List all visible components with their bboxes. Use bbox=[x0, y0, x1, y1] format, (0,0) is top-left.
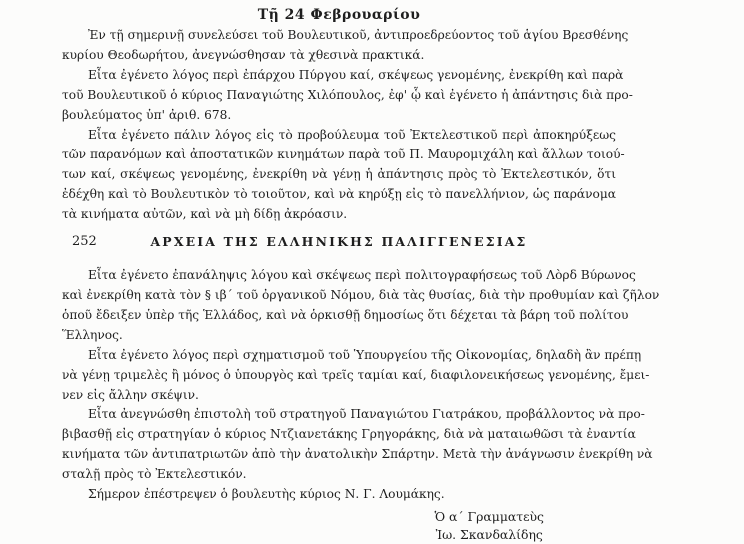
text-line: των καί, σκέψεως γενομένης, ἐνεκρίθη νὰ γένῃ ἡ ἀπάντησις πρὸς τὸ Ἐκτελεστικόν, ὅτι bbox=[62, 167, 616, 182]
text-line: ἐδέχθη καὶ τὸ Βουλευτικὸν τὸ τοιοῦτον, καὶ νὰ κηρύξῃ εἰς τὸ πανελλήνιον, ὡς παράνομα bbox=[62, 187, 616, 202]
text-line: βιβασθῇ εἰς στρατηγίαν ὁ κύριος Ντζιανετάκης Γρηγοράκης, διὰ νὰ ματαιωθῶσι τὰ ἐναντία bbox=[62, 427, 636, 442]
text-line: Εἶτα ἀνεγνώσθη ἐπιστολὴ τοῦ στρατηγοῦ Παναγιώτου Γιατράκου, προβάλλοντος νὰ προ- bbox=[88, 407, 645, 422]
signature-block bbox=[434, 508, 544, 544]
text-line: βουλεύματος ὑπ' ἀριθ. 678. bbox=[62, 107, 232, 122]
paragraph bbox=[62, 346, 650, 406]
text-line: τοῦ Βουλευτικοῦ ὁ κύριος Παναγιώτης Χιλόπουλος, ἐφ' ᾧ καὶ ἐγένετο ἡ ἀπάντησις διὰ προ- bbox=[62, 87, 633, 102]
text-line: καὶ ἐνεκρίθη κατὰ τὸν § ιβ΄ τοῦ ὀργανικοῦ Νόμου, διὰ τὰς θυσίας, διὰ τὴν προθυμίαν καὶ ζῆλον bbox=[62, 287, 660, 302]
text-block bbox=[62, 0, 660, 544]
text-line: τὰ κινήματα αὐτῶν, καὶ νὰ μὴ δίδῃ ἀκρόασιν. bbox=[62, 207, 348, 222]
text-line: Εἶτα ἐγένετο λόγος περὶ ἐπάρχου Πύργου καί, σκέψεως γενομένης, ἐνεκρίθη καὶ παρὰ bbox=[88, 67, 624, 82]
paragraph bbox=[62, 26, 629, 66]
paragraph bbox=[62, 126, 625, 226]
date-heading: Τῇ 24 Φεβρουαρίου bbox=[257, 7, 421, 23]
text-line: Ἐν τῇ σημερινῇ συνελεύσει τοῦ Βουλευτικοῦ, ἀντιπροεδρεύοντος τοῦ ἁγίου Βρεσθένης bbox=[88, 28, 629, 42]
signature-name: Ἰω. Σκανδαλίδης bbox=[435, 526, 543, 542]
text-line: σταλῇ πρὸς τὸ Ἐκτελεστικόν. bbox=[62, 467, 247, 482]
text-line: Ἕλληνος. bbox=[62, 327, 123, 342]
text-line: Εἶτα ἐγένετο πάλιν λόγος εἰς τὸ προβούλευμα τοῦ Ἐκτελεστικοῦ περὶ ἀποκηρύξεως bbox=[88, 127, 616, 142]
text-line: νεν εἰς ἄλλην σκέψιν. bbox=[62, 387, 199, 402]
paragraph bbox=[62, 66, 633, 126]
paragraph bbox=[62, 266, 660, 346]
text-line: Σήμερον ἐπέστρεψεν ὁ βουλευτὴς κύριος Ν. Γ. Λουμάκης. bbox=[88, 487, 445, 502]
running-head: ΑΡΧΕΙΑ ΤΗΣ ΕΛΛΗΝΙΚΗΣ ΠΑΛΙΓΓΕΝΕΣΙΑΣ bbox=[150, 234, 528, 250]
text-line: ὁποῦ ἔδειξεν ὑπὲρ τῆς Ἑλλάδος, καὶ νὰ ὁρκισθῇ δημοσίως ὅτι δέχεται τὰ βάρη τοῦ πολίτου bbox=[62, 307, 629, 322]
text-line: νὰ γένῃ τριμελὲς ἢ μόνος ὁ ὑπουργὸς καὶ τρεῖς ταμίαι καί, διαφιλονεικήσεως γενομένης, ἔμει- bbox=[62, 367, 650, 382]
text-line: κυρίου Θεοδωρήτου, ἀνεγνώσθησαν τὰ χθεσινὰ πρακτικά. bbox=[62, 47, 425, 62]
text-line: κινήματα τῶν ἀντιπατριωτῶν ἀπὸ τὴν ἀνατολικὴν Σπάρτην. Μετὰ τὴν ἀνάγνωσιν ἐνεκρίθη νὰ bbox=[62, 447, 653, 462]
text-line: τῶν παρανόμων καὶ ἀποστατικῶν κινημάτων παρὰ τοῦ Π. Μαυρομιχάλη καὶ ἄλλων τοιού- bbox=[62, 147, 625, 162]
signature-role: Ὁ α΄ Γραμματεὺς bbox=[434, 508, 544, 524]
paragraph bbox=[62, 485, 616, 505]
running-head-row bbox=[62, 232, 616, 252]
paragraph bbox=[62, 405, 653, 485]
page-number: 252 bbox=[72, 234, 97, 250]
text-line: Εἶτα ἐγένετο λόγος περὶ σχηματισμοῦ τοῦ Ὑπουργείου τῆς Οἰκονομίας, δηλαδὴ ἂν πρέπῃ bbox=[88, 347, 642, 362]
text-line: Εἶτα ἐγένετο ἐπανάληψις λόγου καὶ σκέψεως περὶ πολιτογραφήσεως τοῦ Λὸρδ Βύρωνος bbox=[88, 268, 636, 283]
